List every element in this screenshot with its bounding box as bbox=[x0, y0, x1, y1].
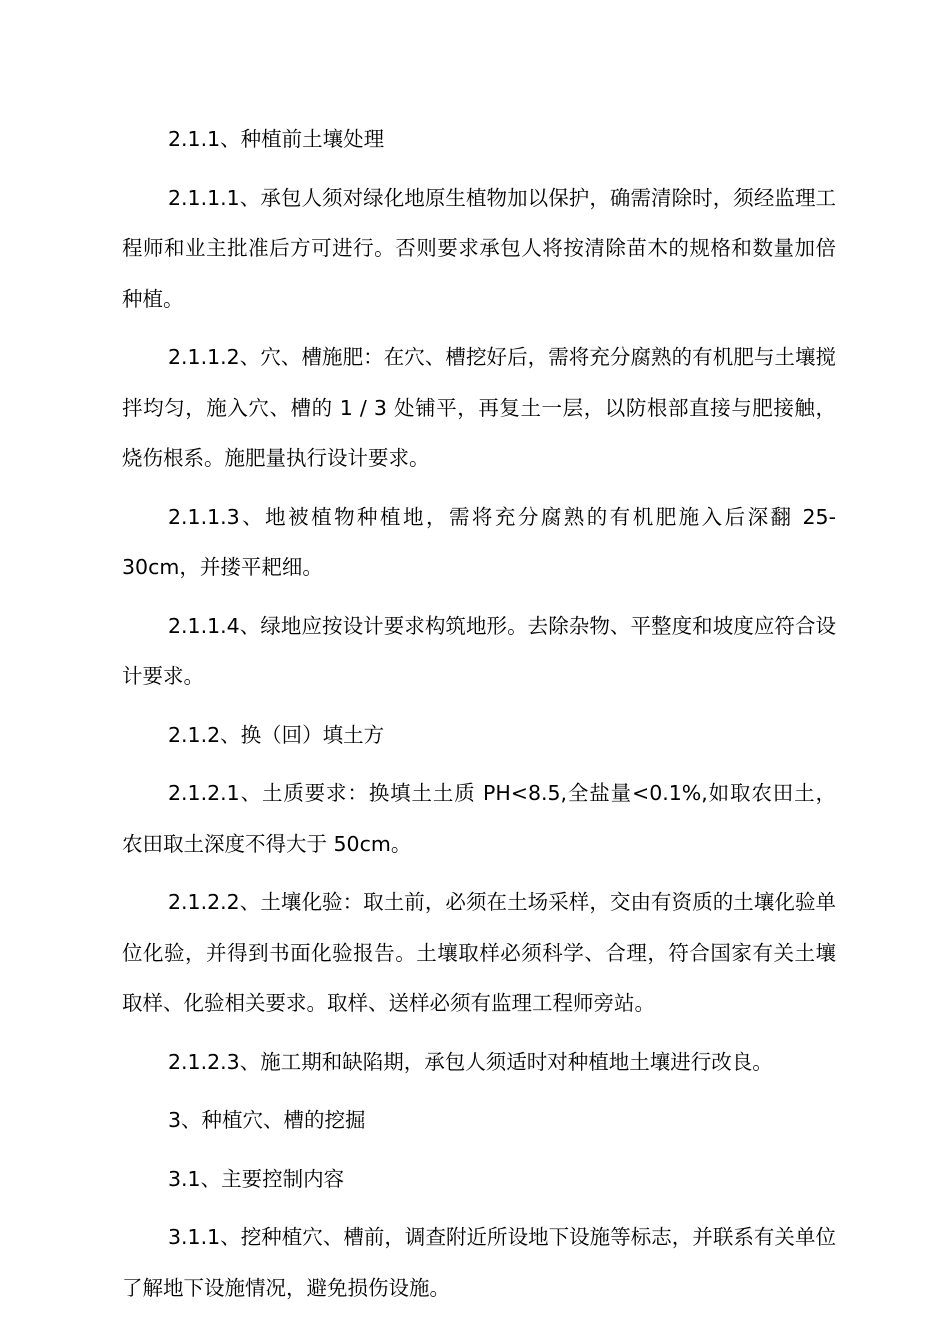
paragraph-2-1-1-3: 2.1.1.3、地被植物种植地，需将充分腐熟的有机肥施入后深翻 25-30cm，并搂平耙细。 bbox=[122, 504, 836, 579]
section-heading-3-1: 3.1、主要控制内容 bbox=[168, 1166, 345, 1191]
document-body bbox=[122, 114, 836, 1321]
paragraph-2-1-2-3: 2.1.2.3、施工期和缺陷期，承包人须适时对种植地土壤进行改良。 bbox=[168, 1049, 773, 1074]
paragraph-2-1-1-1: 2.1.1.1、承包人须对绿化地原生植物加以保护，确需清除时，须经监理工程师和业主批准后方可进行。否则要求承包人将按清除苗木的规格和数量加倍种植。 bbox=[122, 185, 836, 311]
section-heading-3: 3、种植穴、槽的挖掘 bbox=[168, 1108, 366, 1132]
paragraph-3-1-1: 3.1.1、挖种植穴、槽前，调查附近所设地下设施等标志，并联系有关单位了解地下设施情况，避免损伤设施。 bbox=[122, 1225, 836, 1300]
section-heading-2-1-2: 2.1.2、换（回）填土方 bbox=[168, 722, 385, 747]
paragraph-2-1-2-1: 2.1.2.1、土质要求：换填土土质 PH<8.5,全盐量<0.1%,如取农田土，农田取土深度不得大于 50cm。 bbox=[122, 781, 836, 856]
paragraph-2-1-1-2: 2.1.1.2、穴、槽施肥：在穴、槽挖好后，需将充分腐熟的有机肥与土壤搅拌均匀，施入穴、槽的 1 / 3 处铺平，再复土一层，以防根部直接与肥接触，烧伤根系。施肥量执行设计要求。 bbox=[122, 345, 836, 470]
paragraph-2-1-2-2: 2.1.2.2、土壤化验：取土前，必须在土场采样，交由有资质的土壤化验单位化验，并得到书面化验报告。土壤取样必须科学、合理，符合国家有关土壤取样、化验相关要求。取样、送样必须有监理工程师旁站。 bbox=[122, 890, 836, 1015]
section-heading-2-1-1: 2.1.1、种植前土壤处理 bbox=[168, 127, 385, 151]
paragraph-2-1-1-4: 2.1.1.4、绿地应按设计要求构筑地形。去除杂物、平整度和坡度应符合设计要求。 bbox=[122, 613, 836, 688]
